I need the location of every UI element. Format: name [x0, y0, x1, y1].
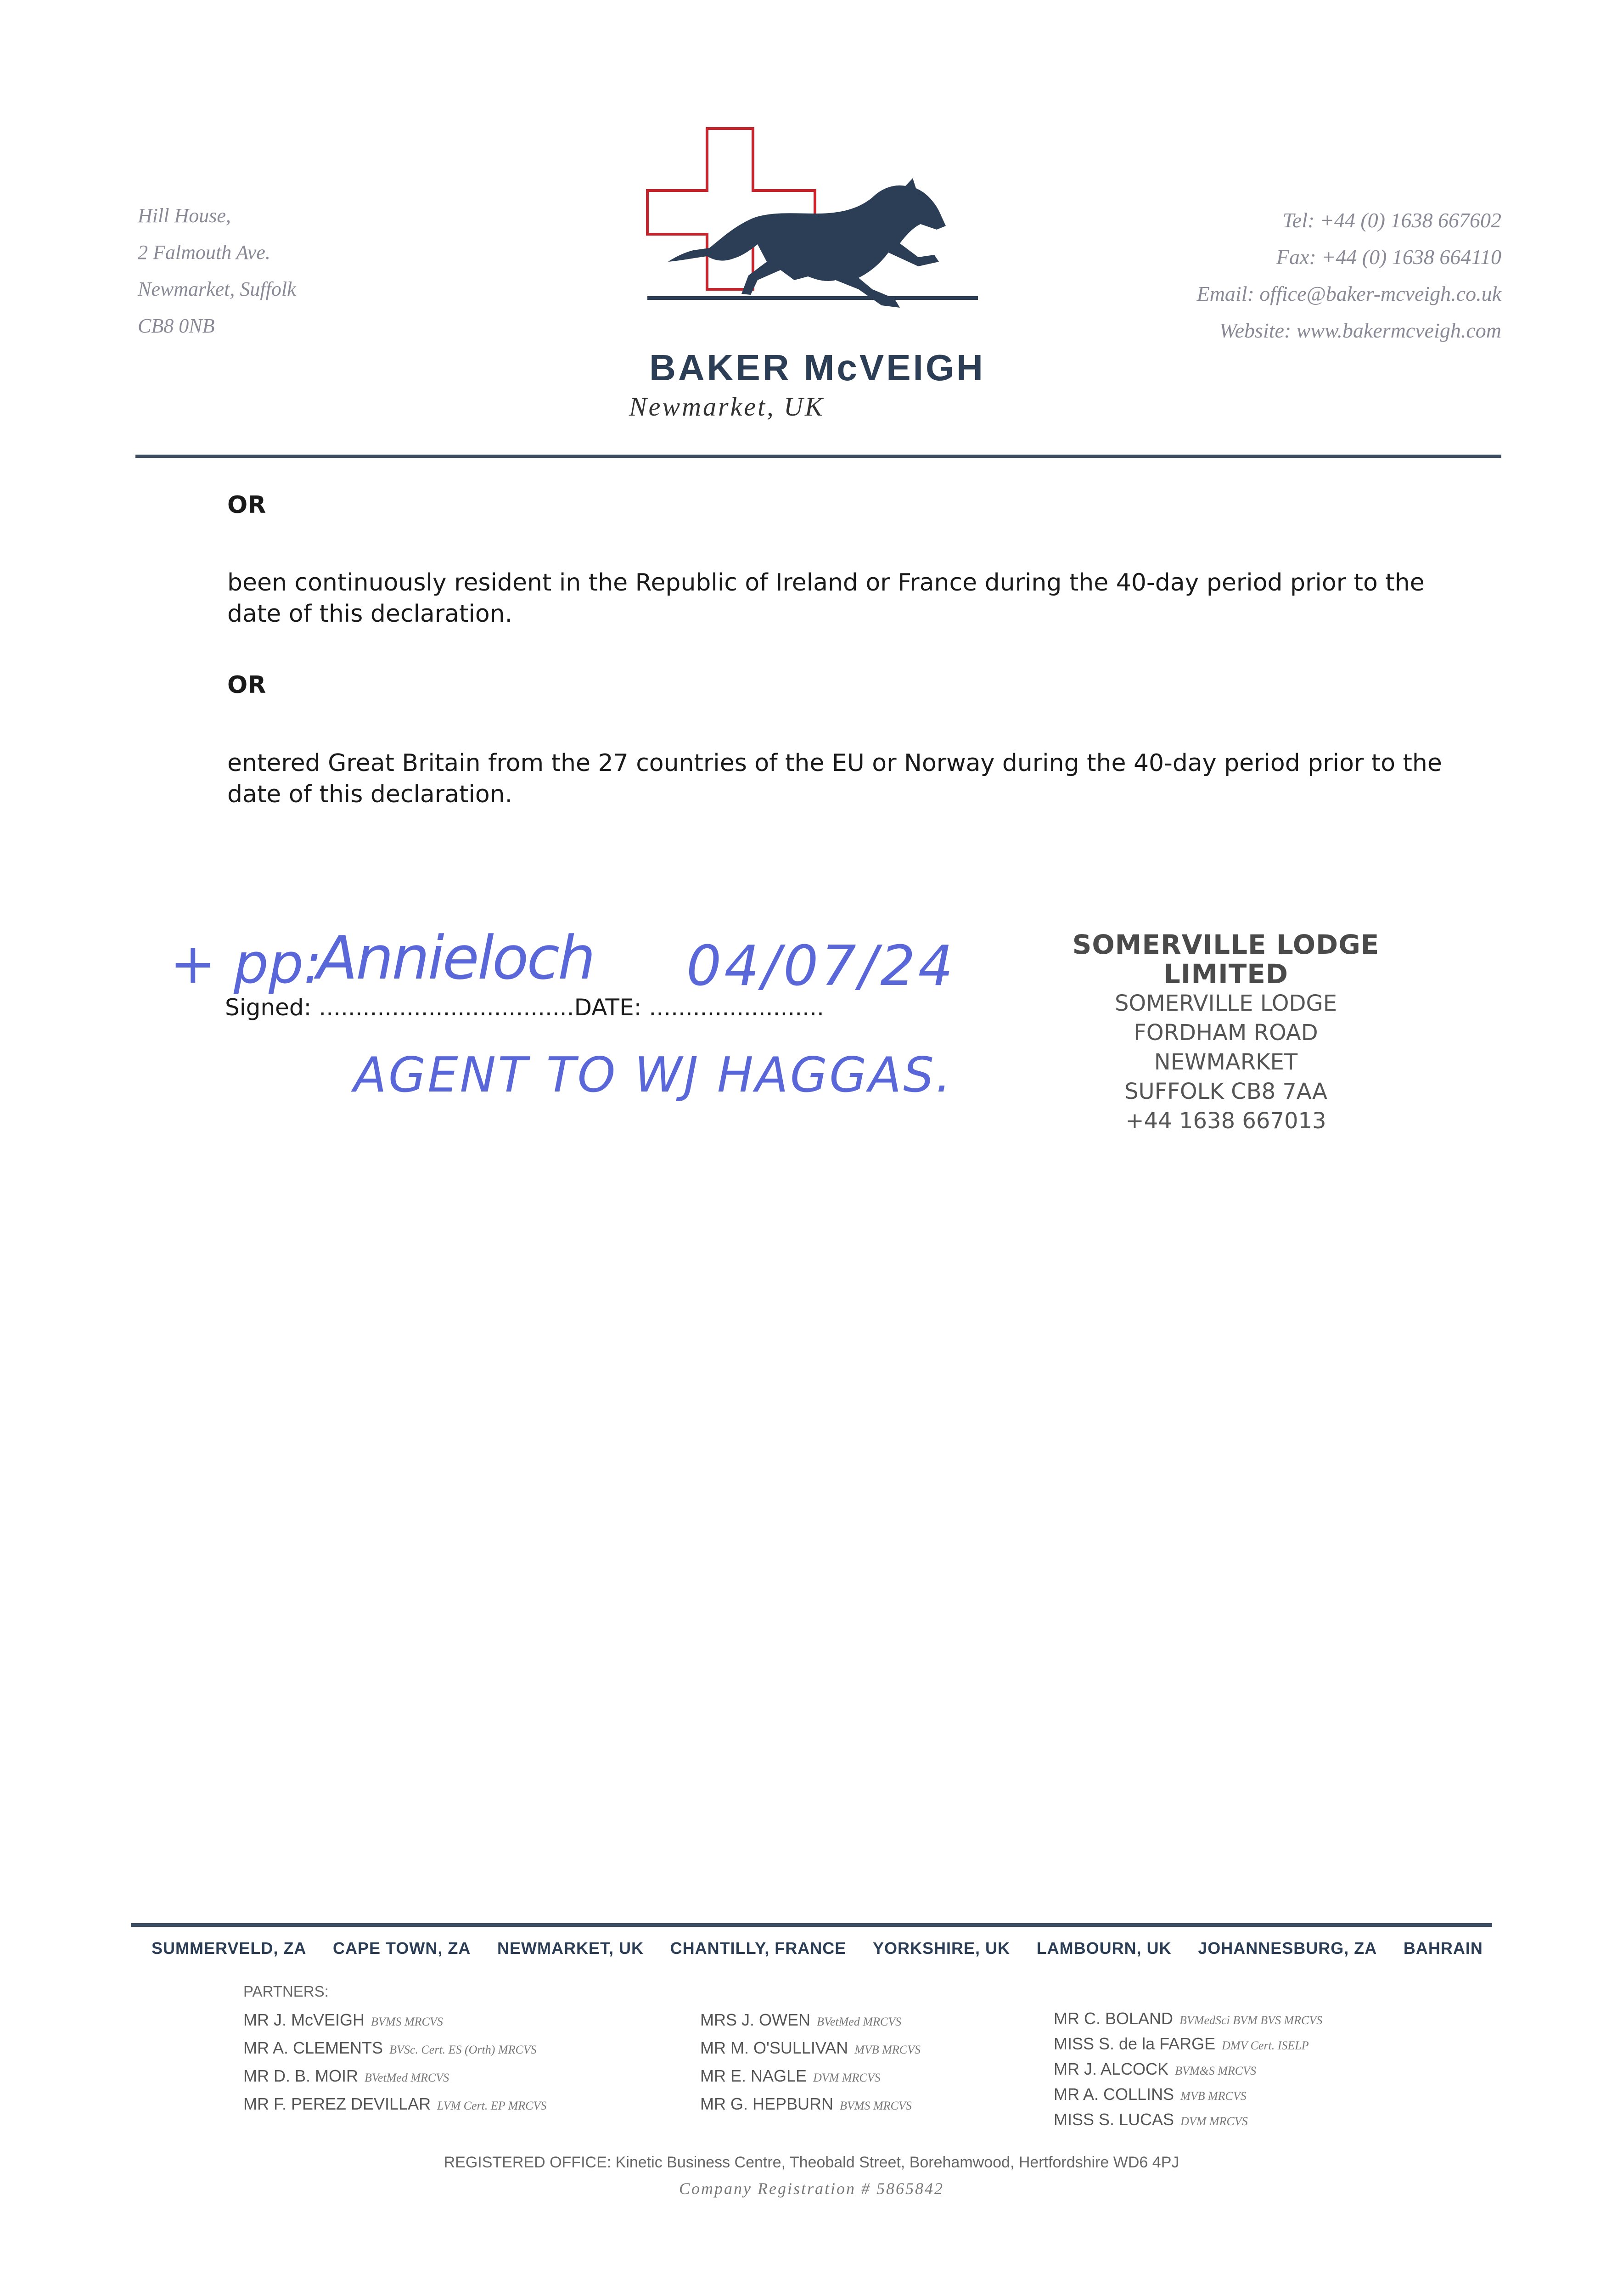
- fax-line: Fax: +44 (0) 1638 664110: [1276, 245, 1501, 269]
- location-item: CAPE TOWN, ZA: [333, 1939, 471, 1958]
- partner-quals: BVetMed MRCVS: [365, 2071, 449, 2084]
- stamp-line: +44 1638 667013: [1125, 1108, 1326, 1134]
- partner-name: MISS S. LUCAS: [1054, 2110, 1174, 2129]
- brand-location: Newmarket, UK: [629, 392, 825, 422]
- address-line: Hill House,: [138, 204, 231, 227]
- partner-quals: DMV Cert. ISELP: [1222, 2039, 1309, 2052]
- location-item: SUMMERVELD, ZA: [152, 1939, 307, 1958]
- signed-dots: ...................................: [319, 994, 574, 1021]
- partner-quals: BVMedSci BVM BVS MRCVS: [1179, 2014, 1323, 2027]
- partner-quals: BVMS MRCVS: [371, 2015, 443, 2028]
- address-line: Newmarket, Suffolk: [138, 278, 296, 300]
- stamp-line: FORDHAM ROAD: [1134, 1020, 1318, 1046]
- partner-name: MISS S. de la FARGE: [1054, 2034, 1216, 2053]
- office-locations: [152, 1939, 1483, 1958]
- handwritten-date: 04/07/24: [686, 934, 956, 998]
- partner-quals: BVMS MRCVS: [840, 2099, 912, 2112]
- partner-quals: LVM Cert. EP MRCVS: [437, 2099, 547, 2112]
- partner-name: MR G. HEPBURN: [700, 2094, 834, 2113]
- registered-office: REGISTERED OFFICE: Kinetic Business Centre, Theobald Street, Borehamwood, Hertfordshire WD6 4PJ: [444, 2154, 1179, 2171]
- partner-name: MR C. BOLAND: [1054, 2009, 1174, 2028]
- phone-line: Tel: +44 (0) 1638 667602: [1282, 208, 1501, 232]
- location-item: BAHRAIN: [1403, 1939, 1483, 1958]
- partners-column-2: [700, 2007, 921, 2119]
- or-label: OR: [227, 671, 266, 699]
- declaration-paragraph: been continuously resident in the Republic of Ireland or France during the 40-day period prior to the date of this declaration.: [227, 569, 1425, 628]
- date-dots: ........................: [649, 994, 824, 1021]
- address-line: 2 Falmouth Ave.: [138, 241, 270, 264]
- partners-label: PARTNERS:: [243, 1983, 329, 2000]
- brand-name: BAKER McVEIGH: [649, 347, 985, 388]
- partner-entry: [700, 2007, 921, 2035]
- baker-mcveigh-logo: [643, 124, 983, 340]
- partner-quals: DVM MRCVS: [813, 2071, 881, 2084]
- logo-underline: [647, 296, 978, 300]
- website-line[interactable]: Website: www.bakermcveigh.com: [1219, 319, 1501, 342]
- stamp-line: NEWMARKET: [1154, 1049, 1298, 1075]
- partners-column-3: [1054, 2007, 1322, 2133]
- partner-entry: [243, 2007, 546, 2035]
- declaration-paragraph: entered Great Britain from the 27 countries of the EU or Norway during the 40-day period prior to the date of this declaration.: [227, 749, 1442, 808]
- partners-column-1: [243, 2007, 546, 2119]
- company-registration: Company Registration # 5865842: [679, 2179, 944, 2198]
- address-line: CB8 0NB: [138, 315, 215, 337]
- location-item: YORKSHIRE, UK: [872, 1939, 1010, 1958]
- location-item: CHANTILLY, FRANCE: [670, 1939, 847, 1958]
- partner-entry: [1054, 2032, 1322, 2057]
- partner-quals: MVB MRCVS: [1180, 2089, 1247, 2103]
- partner-name: MR D. B. MOIR: [243, 2066, 358, 2085]
- email-line[interactable]: Email: office@baker-mcveigh.co.uk: [1196, 282, 1501, 305]
- partner-name: MR J. ALCOCK: [1054, 2060, 1169, 2078]
- handwritten-signature: Annieloch: [317, 923, 594, 993]
- partner-entry: [700, 2063, 921, 2091]
- location-item: LAMBOURN, UK: [1036, 1939, 1172, 1958]
- partner-name: MR F. PEREZ DEVILLAR: [243, 2094, 431, 2113]
- date-label: DATE:: [574, 994, 649, 1021]
- partner-quals: BVSc. Cert. ES (Orth) MRCVS: [389, 2043, 537, 2056]
- location-item: JOHANNESBURG, ZA: [1198, 1939, 1377, 1958]
- partner-quals: BVM&S MRCVS: [1175, 2064, 1256, 2077]
- partner-entry: [243, 2035, 546, 2063]
- or-label: OR: [227, 491, 266, 519]
- partner-entry: [1054, 2007, 1322, 2032]
- partner-name: MR A. CLEMENTS: [243, 2038, 383, 2057]
- partner-quals: MVB MRCVS: [854, 2043, 921, 2056]
- partner-entry: [243, 2091, 546, 2119]
- partner-entry: [1054, 2057, 1322, 2082]
- partner-entry: [700, 2091, 921, 2119]
- header-divider: [135, 455, 1501, 458]
- handwritten-pp: + pp:: [170, 932, 322, 996]
- partner-name: MRS J. OWEN: [700, 2010, 810, 2029]
- signed-label: Signed:: [225, 994, 319, 1021]
- stamp-line: SUFFOLK CB8 7AA: [1124, 1079, 1327, 1104]
- footer-divider: [131, 1923, 1492, 1927]
- partner-entry: [1054, 2108, 1322, 2133]
- partner-entry: [700, 2035, 921, 2063]
- stamp-title: SOMERVILLE LODGE LIMITED: [1072, 929, 1380, 990]
- partner-entry: [243, 2063, 546, 2091]
- sender-address: [138, 197, 459, 344]
- handwritten-note: AGENT TO WJ HAGGAS.: [354, 1047, 953, 1103]
- contact-details: [1042, 202, 1501, 349]
- partner-name: MR M. O'SULLIVAN: [700, 2038, 848, 2057]
- partner-name: MR A. COLLINS: [1054, 2085, 1174, 2104]
- stamp-line: SOMERVILLE LODGE: [1114, 990, 1337, 1016]
- partner-entry: [1054, 2082, 1322, 2108]
- company-stamp: [1051, 930, 1400, 1136]
- partner-quals: BVetMed MRCVS: [817, 2015, 902, 2028]
- partner-name: MR E. NAGLE: [700, 2066, 807, 2085]
- location-item: NEWMARKET, UK: [497, 1939, 644, 1958]
- partner-quals: DVM MRCVS: [1180, 2115, 1248, 2128]
- partner-name: MR J. McVEIGH: [243, 2010, 365, 2029]
